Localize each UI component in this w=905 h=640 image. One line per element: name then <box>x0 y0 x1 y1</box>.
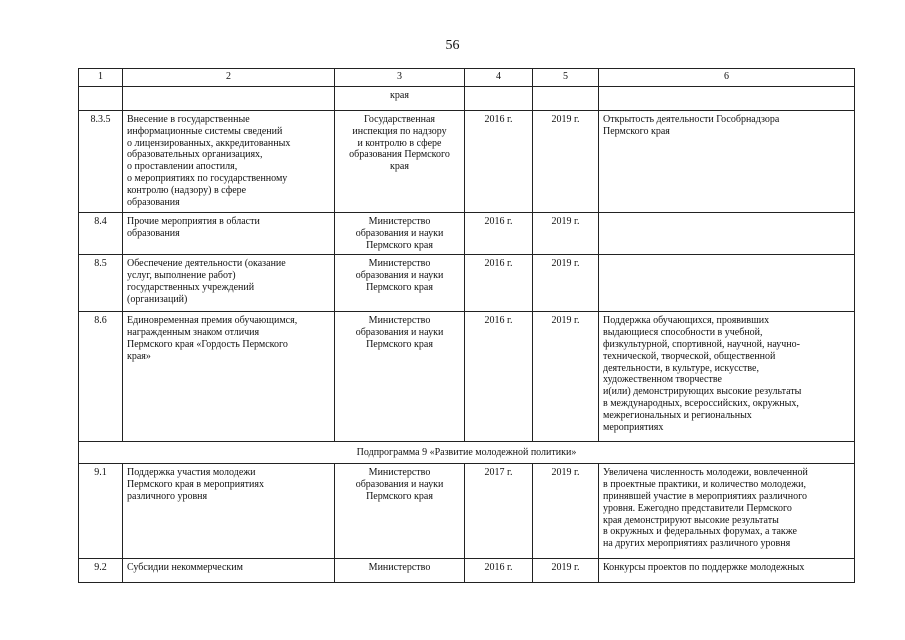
row-end-year: 2019 г. <box>533 111 599 213</box>
header-cell: 2 <box>123 69 335 87</box>
program-table <box>78 68 855 583</box>
row-name: Прочие мероприятия в области образования <box>123 213 335 255</box>
row-end-year: 2019 г. <box>533 312 599 442</box>
row-number: 9.1 <box>79 464 123 559</box>
row-end-year: 2019 г. <box>533 464 599 559</box>
row-executor: Министерство <box>335 559 465 583</box>
row-result: Поддержка обучающихся, проявивших выдающиеся способности в учебной, физкультурной, спортивной, научной, научно- технической, творческой, общественной деятельности, в культуре, искусстве, художественном творчестве и(или) демонстрирующих высокие результаты в международных, всероссийских, окружных, межрегиональных и региональных мероприятиях <box>599 312 855 442</box>
row-name: Обеспечение деятельности (оказание услуг, выполнение работ) государственных учреждений (организаций) <box>123 255 335 312</box>
row-number: 8.3.5 <box>79 111 123 213</box>
table-row <box>79 255 855 312</box>
row-start-year: 2016 г. <box>465 255 533 312</box>
row-start-year: 2016 г. <box>465 213 533 255</box>
row-name: Субсидии некоммерческим <box>123 559 335 583</box>
row-number: 8.6 <box>79 312 123 442</box>
continuation-cell: края <box>335 87 465 111</box>
row-result: Конкурсы проектов по поддержке молодежных <box>599 559 855 583</box>
row-result: Увеличена численность молодежи, вовлеченной в проектные практики, и количество молодежи, принявшей участие в мероприятиях различного уровня. Ежегодно представители Пермского края демонстрируют высокие результаты в окружных и федеральных форумах, а также на других мероприятиях различного уровня <box>599 464 855 559</box>
table-row <box>79 111 855 213</box>
continuation-row <box>79 87 855 111</box>
row-executor: Министерство образования и науки Пермского края <box>335 312 465 442</box>
row-result: Открытость деятельности Гособрнадзора Пермского края <box>599 111 855 213</box>
table-row <box>79 213 855 255</box>
table-row <box>79 559 855 583</box>
row-executor: Министерство образования и науки Пермского края <box>335 255 465 312</box>
row-number: 8.4 <box>79 213 123 255</box>
row-end-year: 2019 г. <box>533 559 599 583</box>
header-row <box>79 69 855 87</box>
table-row <box>79 464 855 559</box>
row-executor: Государственная инспекция по надзору и контролю в сфере образования Пермского края <box>335 111 465 213</box>
header-cell: 5 <box>533 69 599 87</box>
row-end-year: 2019 г. <box>533 213 599 255</box>
row-start-year: 2017 г. <box>465 464 533 559</box>
row-executor: Министерство образования и науки Пермского края <box>335 464 465 559</box>
row-executor: Министерство образования и науки Пермского края <box>335 213 465 255</box>
subprogram-row <box>79 442 855 464</box>
header-cell: 3 <box>335 69 465 87</box>
table-row <box>79 312 855 442</box>
row-name: Поддержка участия молодежи Пермского края в мероприятиях различного уровня <box>123 464 335 559</box>
row-number: 9.2 <box>79 559 123 583</box>
subprogram-title: Подпрограмма 9 «Развитие молодежной политики» <box>79 442 855 464</box>
row-number: 8.5 <box>79 255 123 312</box>
row-result <box>599 213 855 255</box>
row-start-year: 2016 г. <box>465 559 533 583</box>
row-end-year: 2019 г. <box>533 255 599 312</box>
row-result <box>599 255 855 312</box>
page-number: 56 <box>445 38 460 53</box>
row-name: Внесение в государственные информационные системы сведений о лицензированных, аккредитованных образовательных организациях, о проставлении апостиля, о мероприятиях по государственному контролю (надзору) в сфере образования <box>123 111 335 213</box>
header-cell: 4 <box>465 69 533 87</box>
row-start-year: 2016 г. <box>465 111 533 213</box>
header-cell: 1 <box>79 69 123 87</box>
header-cell: 6 <box>599 69 855 87</box>
row-name: Единовременная премия обучающимся, награжденным знаком отличия Пермского края «Гордость Пермского края» <box>123 312 335 442</box>
row-start-year: 2016 г. <box>465 312 533 442</box>
